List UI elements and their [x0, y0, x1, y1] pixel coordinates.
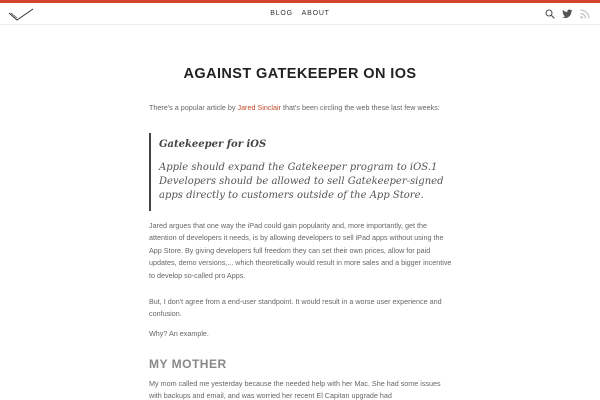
quote-body: Apple should expand the Gatekeeper program to iOS.1 Developers should be allowed to sell Gatekeeper-signed apps directly to customers outside of the App Store.: [159, 162, 444, 201]
intro-text-before: There's a popular article by: [149, 103, 238, 112]
site-header: [0, 3, 600, 25]
nav-about[interactable]: ABOUT: [301, 10, 330, 17]
quote-title: Gatekeeper for iOS: [159, 139, 267, 150]
paragraph-3: But, I don't agree from a end-user standpoint. It would result in a worse user experience and confusion.: [149, 297, 442, 319]
section-heading: MY MOTHER: [149, 357, 227, 371]
paragraph-2: Jared argues that one way the iPad could gain popularity and, more importantly, get the attention of developers it needs, is by allowing developers to sell iPad apps without using the App Store. By giving developers full freedom they can set their own prices, allow for paid updates, demo versions,... which theoretically would result in more sales and a bigger incentive to develop so-called pro Apps.: [149, 221, 452, 280]
jared-sinclair-link[interactable]: Jared Sinclair: [237, 103, 282, 112]
paragraph-5: My mom called me yesterday because the needed help with her Mac. She had some issues with backups and email, and was worried her recent El Capitan upgrade had: [149, 379, 441, 400]
paragraph-4: Why? An example.: [149, 329, 209, 338]
nav-blog[interactable]: BLOG: [270, 10, 293, 17]
twitter-icon[interactable]: [562, 9, 573, 19]
main-nav: [0, 10, 600, 17]
article-title: AGAINST GATEKEEPER ON IOS: [183, 66, 417, 82]
intro-text-after: that's been circling the web these last few weeks:: [281, 103, 440, 112]
intro-paragraph: [149, 102, 454, 114]
rss-icon[interactable]: [580, 9, 590, 19]
search-icon[interactable]: [545, 9, 555, 19]
article-intro: [149, 102, 454, 114]
blockquote: [149, 133, 454, 211]
